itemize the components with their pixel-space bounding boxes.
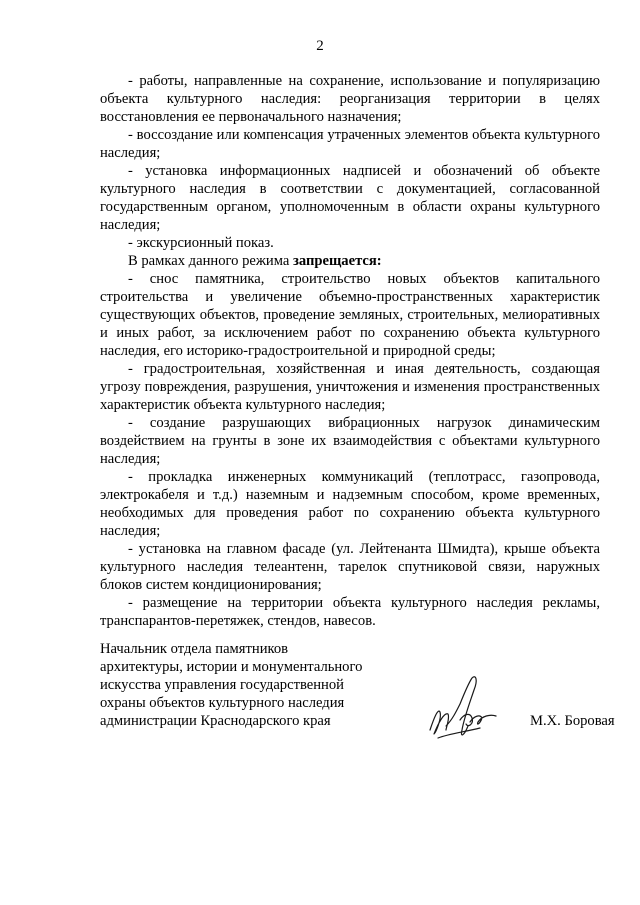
paragraph: - работы, направленные на сохранение, использование и популяризацию объекта культурного наследия: реорганизация территории в целях восстановления ее первоначального назначения; xyxy=(100,73,600,125)
paragraph: - воссоздание или компенсация утраченных элементов объекта культурного наследия; xyxy=(100,127,600,161)
position-line: охраны объектов культурного наследия xyxy=(100,695,345,711)
prohibited-item: - прокладка инженерных коммуникаций (теплотрасс, газопровода, электрокабеля и т.д.) наземным и надземным способом, кроме временных, необходимых для проведения работ по сохранению объекта культурного наследия; xyxy=(100,469,600,539)
position-line: искусства управления государственной xyxy=(100,677,344,693)
prohibited-word: запрещается: xyxy=(293,253,382,269)
position-line: Начальник отдела памятников xyxy=(100,641,289,657)
prohibited-item: - снос памятника, строительство новых объектов капитального строительства и увеличение объемно-пространственных характеристик существующих объектов, проведение земляных, строительных, мелиоративных и иных работ, за исключением работ по сохранению объекта культурного наследия, его историко-градостроительной и природной среды; xyxy=(100,271,600,359)
page-number: 2 xyxy=(316,38,324,54)
prohibited-heading xyxy=(100,252,600,270)
signatory-position xyxy=(100,640,400,730)
paragraph: - установка информационных надписей и обозначений об объекте культурного наследия в соответствии с документацией, согласованной государственным органом, уполномоченным в области охраны культурного наследия; xyxy=(100,163,600,233)
document-body xyxy=(100,72,600,630)
prohibited-item: - создание разрушающих вибрационных нагрузок динамическим воздействием на грунты в зоне их взаимодействия с объектами культурного наследия; xyxy=(100,415,600,467)
prohibited-item: - установка на главном фасаде (ул. Лейтенанта Шмидта), крыше объекта культурного наследия телеантенн, тарелок спутниковой связи, наружных блоков систем кондиционирования; xyxy=(100,541,600,593)
prohibited-item: - градостроительная, хозяйственная и иная деятельность, создающая угрозу повреждения, разрушения, уничтожения и изменения пространственных характеристик объекта культурного наследия; xyxy=(100,361,600,413)
signatory-name: М.Х. Боровая xyxy=(530,713,615,729)
handwritten-signature xyxy=(424,668,504,748)
prohibited-item: - размещение на территории объекта культурного наследия рекламы, транспарантов-перетяжек, стендов, навесов. xyxy=(100,595,600,629)
position-line: архитектуры, истории и монументального xyxy=(100,659,363,675)
prohibited-intro: В рамках данного режима xyxy=(128,253,290,269)
position-line: администрации Краснодарского края xyxy=(100,713,331,729)
paragraph: - экскурсионный показ. xyxy=(128,235,274,251)
